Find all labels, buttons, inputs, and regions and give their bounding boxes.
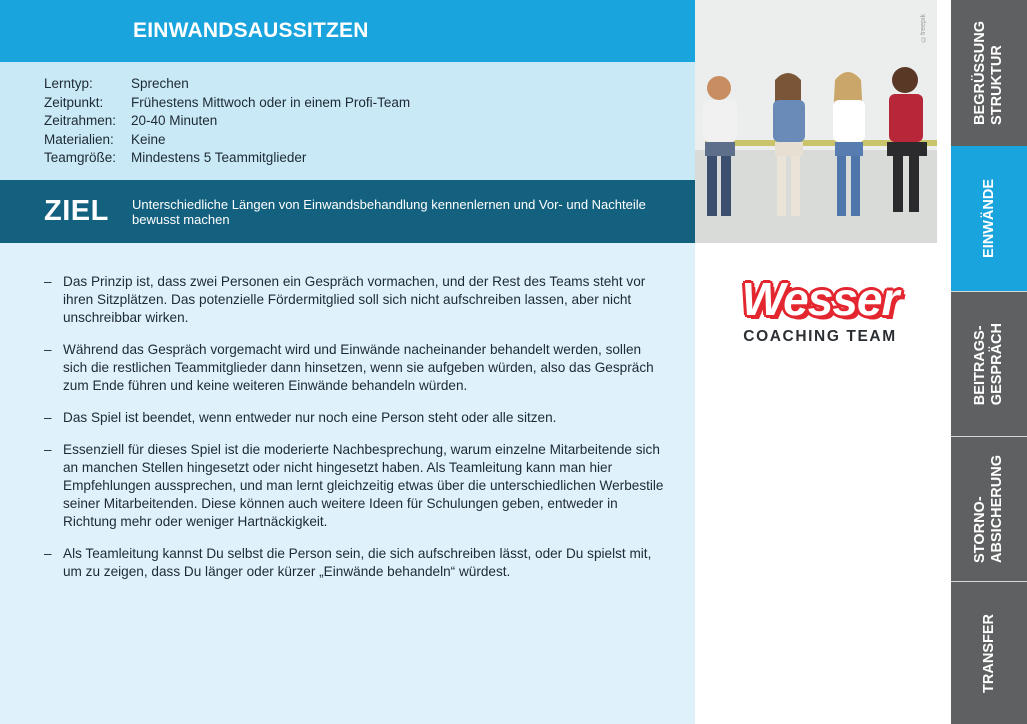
goal-bar	[0, 180, 695, 243]
tab-einwaende[interactable]	[951, 146, 1027, 291]
logo-subtitle: COACHING TEAM	[743, 328, 897, 345]
list-item	[44, 409, 664, 427]
list-item	[44, 545, 664, 581]
tab-label: TRANSFER	[980, 613, 997, 693]
photo-credit: ©freepik	[920, 14, 927, 43]
info-value: 20-40 Minuten	[131, 113, 218, 128]
info-value: Frühestens Mittwoch oder in einem Profi-Team	[131, 94, 411, 110]
list-item	[44, 341, 664, 395]
info-label: Materialien:	[44, 131, 114, 147]
page-title: EINWANDSAUSSITZEN	[133, 19, 369, 42]
team-photo	[695, 0, 937, 243]
info-label: Teamgröße:	[44, 150, 117, 165]
tab-begruessung-struktur[interactable]	[951, 0, 1027, 146]
goal-text: Unterschiedliche Längen von Einwandsbehandlung kennenlernen und Vor- und Nachteile bewusst machen	[132, 196, 646, 227]
list-item-text: Das Spiel ist beendet, wenn entweder nur noch eine Person steht oder alle sitzen.	[63, 410, 557, 425]
list-item-text: Das Prinzip ist, dass zwei Personen ein Gespräch vormachen, und der Rest des Teams steht vor ihren Sitzplätzen. Das potenzielle Fördermitglied soll sich nicht aufschreiben lassen, aber nicht unschreibbar wirken.	[63, 274, 646, 325]
info-row-zeitpunkt	[0, 94, 695, 113]
bullet-dash: –	[44, 342, 52, 357]
tab-label: BEGRÜSSUNG STRUKTUR	[972, 21, 1005, 125]
list-item-text: Essenziell für dieses Spiel ist die moderierte Nachbesprechung, warum einzelne Mitarbeitende sich an manchen Stellen hingesetzt oder nicht hingesetzt haben. Als Teamleitung kann man hier Empfehlungen aussprechen, und man lernt gleichzeitig etwas über die unterschiedlichen Werbestile seiner Mitarbeitenden. Diese können auch weitere Ideen für Schulungen geben, entweder in Richtung mehr oder weniger Hartnäckigkeit.	[63, 442, 664, 529]
title-bar	[0, 0, 695, 62]
tab-label: BEITRAGS- GESPRÄCH	[972, 322, 1005, 406]
tab-label: EINWÄNDE	[980, 179, 997, 258]
info-row-materialien	[0, 131, 695, 150]
list-item-text: Als Teamleitung kannst Du selbst die Person sein, die sich aufschreiben lässt, oder Du spielst mit, um zu zeigen, dass Du länger oder kürzer „Einwände behandeln“ würdest.	[63, 546, 652, 579]
instructions-panel	[0, 243, 695, 724]
tab-transfer[interactable]	[951, 581, 1027, 724]
tab-stornoabsicherung[interactable]	[951, 436, 1027, 581]
chapter-tabs	[951, 0, 1027, 724]
info-value: Mindestens 5 Teammitglieder	[131, 150, 307, 165]
info-panel	[0, 62, 695, 180]
goal-label: ZIEL	[44, 195, 109, 227]
info-label: Lerntyp:	[44, 76, 93, 91]
info-value: Keine	[131, 131, 166, 147]
info-value: Sprechen	[131, 76, 189, 91]
logo-wordmark: Wesser	[741, 273, 899, 325]
info-row-lerntyp	[0, 75, 695, 94]
tab-beitragsgespraech[interactable]	[951, 291, 1027, 436]
tab-label: STORNO- ABSICHERUNG	[972, 455, 1005, 563]
list-item-text: Während das Gespräch vorgemacht wird und Einwände nacheinander behandelt werden, sollen sich die restlichen Teammitglieder dann hinsetzen, wenn sie aufgeben würden, also das Gespräch zum Ende führen und keine weiteren Einwände behandeln würden.	[63, 342, 654, 393]
bullet-dash: –	[44, 546, 52, 561]
info-label: Zeitpunkt:	[44, 94, 104, 110]
list-item	[44, 273, 664, 327]
bullet-dash: –	[44, 442, 52, 457]
bullet-dash: –	[44, 274, 52, 289]
info-row-teamgroesse	[0, 149, 695, 168]
seated-people-illustration	[695, 0, 937, 243]
bullet-dash: –	[44, 410, 52, 425]
list-item	[44, 441, 664, 531]
wesser-logo	[722, 272, 918, 352]
info-row-zeitrahmen	[0, 112, 695, 131]
info-label: Zeitrahmen:	[44, 113, 117, 128]
